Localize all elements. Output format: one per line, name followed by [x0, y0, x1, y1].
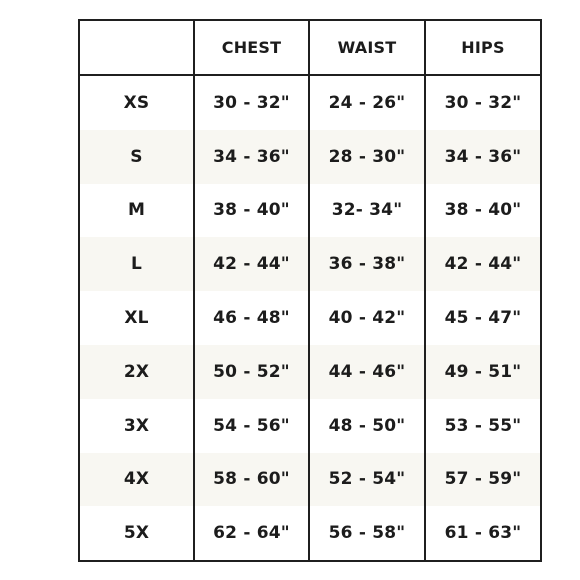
size-label-cell: S: [79, 130, 194, 184]
hips-cell: 53 - 55": [425, 399, 541, 453]
size-label-cell: 3X: [79, 399, 194, 453]
header-cell-waist: WAIST: [309, 20, 425, 75]
size-label-cell: 5X: [79, 506, 194, 561]
waist-cell: 28 - 30": [309, 130, 425, 184]
size-chart-table: [78, 19, 542, 562]
chest-cell: 30 - 32": [194, 75, 309, 130]
size-label-cell: 2X: [79, 345, 194, 399]
header-cell-hips: HIPS: [425, 20, 541, 75]
size-label-cell: M: [79, 184, 194, 238]
chest-cell: 38 - 40": [194, 184, 309, 238]
waist-cell: 40 - 42": [309, 291, 425, 345]
chest-cell: 34 - 36": [194, 130, 309, 184]
table-row: [79, 184, 541, 238]
chest-cell: 50 - 52": [194, 345, 309, 399]
table-body: [79, 75, 541, 561]
waist-cell: 56 - 58": [309, 506, 425, 561]
chest-cell: 62 - 64": [194, 506, 309, 561]
hips-cell: 49 - 51": [425, 345, 541, 399]
table-header: [79, 20, 541, 75]
waist-cell: 52 - 54": [309, 453, 425, 507]
hips-cell: 30 - 32": [425, 75, 541, 130]
size-label-cell: XS: [79, 75, 194, 130]
size-label-cell: L: [79, 237, 194, 291]
size-label-cell: 4X: [79, 453, 194, 507]
header-cell-size: [79, 20, 194, 75]
table-row: [79, 291, 541, 345]
waist-cell: 36 - 38": [309, 237, 425, 291]
table-row: [79, 237, 541, 291]
chest-cell: 54 - 56": [194, 399, 309, 453]
hips-cell: 45 - 47": [425, 291, 541, 345]
waist-cell: 44 - 46": [309, 345, 425, 399]
waist-cell: 32- 34": [309, 184, 425, 238]
waist-cell: 48 - 50": [309, 399, 425, 453]
header-row: [79, 20, 541, 75]
header-cell-chest: CHEST: [194, 20, 309, 75]
hips-cell: 42 - 44": [425, 237, 541, 291]
hips-cell: 34 - 36": [425, 130, 541, 184]
hips-cell: 57 - 59": [425, 453, 541, 507]
chest-cell: 58 - 60": [194, 453, 309, 507]
table-row: [79, 399, 541, 453]
chest-cell: 42 - 44": [194, 237, 309, 291]
chest-cell: 46 - 48": [194, 291, 309, 345]
table-row: [79, 345, 541, 399]
hips-cell: 61 - 63": [425, 506, 541, 561]
size-label-cell: XL: [79, 291, 194, 345]
table-row: [79, 506, 541, 561]
waist-cell: 24 - 26": [309, 75, 425, 130]
table-row: [79, 130, 541, 184]
table-row: [79, 75, 541, 130]
hips-cell: 38 - 40": [425, 184, 541, 238]
table-row: [79, 453, 541, 507]
